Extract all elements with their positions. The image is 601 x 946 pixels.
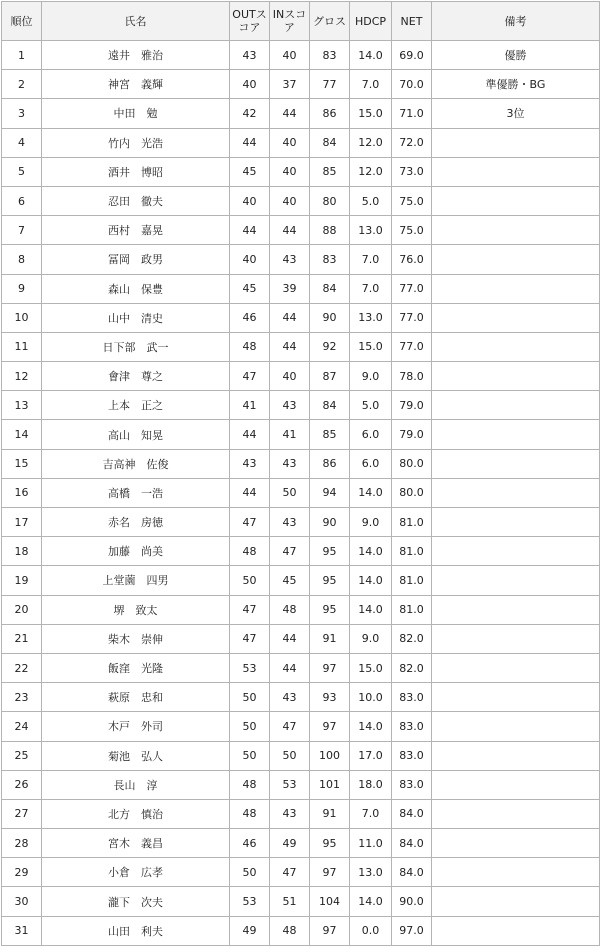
table-row: [2, 245, 600, 274]
cell-net: 81.0: [392, 508, 432, 537]
cell-name: 萩原 忠和: [42, 683, 230, 712]
cell-name: 酒井 博昭: [42, 157, 230, 186]
cell-name: 宮木 義昌: [42, 829, 230, 858]
cell-rank: 11: [2, 332, 42, 361]
cell-out-score: 50: [230, 712, 270, 741]
cell-out-score: 47: [230, 362, 270, 391]
table-row: [2, 362, 600, 391]
cell-gross: 92: [310, 332, 350, 361]
cell-net: 76.0: [392, 245, 432, 274]
cell-net: 71.0: [392, 99, 432, 128]
cell-out-score: 47: [230, 595, 270, 624]
cell-net: 82.0: [392, 653, 432, 682]
cell-rank: 25: [2, 741, 42, 770]
table-row: [2, 70, 600, 99]
cell-in-score: 44: [270, 653, 310, 682]
cell-remarks: [432, 216, 600, 245]
header-in-score: INスコア: [270, 2, 310, 41]
cell-net: 75.0: [392, 216, 432, 245]
cell-rank: 20: [2, 595, 42, 624]
header-hdcp: HDCP: [350, 2, 392, 41]
cell-net: 79.0: [392, 420, 432, 449]
cell-hdcp: 12.0: [350, 128, 392, 157]
cell-gross: 97: [310, 916, 350, 945]
cell-rank: 30: [2, 887, 42, 916]
cell-net: 77.0: [392, 332, 432, 361]
cell-out-score: 40: [230, 186, 270, 215]
table-row: [2, 508, 600, 537]
cell-remarks: [432, 595, 600, 624]
table-row: [2, 216, 600, 245]
cell-out-score: 46: [230, 829, 270, 858]
cell-remarks: [432, 566, 600, 595]
cell-rank: 27: [2, 799, 42, 828]
cell-out-score: 40: [230, 245, 270, 274]
cell-rank: 14: [2, 420, 42, 449]
cell-rank: 29: [2, 858, 42, 887]
cell-rank: 31: [2, 916, 42, 945]
cell-in-score: 39: [270, 274, 310, 303]
cell-net: 79.0: [392, 391, 432, 420]
cell-out-score: 44: [230, 128, 270, 157]
cell-remarks: [432, 303, 600, 332]
cell-in-score: 43: [270, 799, 310, 828]
cell-rank: 2: [2, 70, 42, 99]
cell-name: 菊池 弘人: [42, 741, 230, 770]
cell-gross: 83: [310, 41, 350, 70]
cell-gross: 95: [310, 595, 350, 624]
cell-gross: 97: [310, 858, 350, 887]
cell-out-score: 45: [230, 157, 270, 186]
cell-gross: 95: [310, 537, 350, 566]
cell-remarks: [432, 420, 600, 449]
cell-hdcp: 13.0: [350, 858, 392, 887]
table-row: [2, 391, 600, 420]
cell-hdcp: 7.0: [350, 274, 392, 303]
header-gross: グロス: [310, 2, 350, 41]
cell-gross: 86: [310, 449, 350, 478]
cell-name: 高橋 一浩: [42, 478, 230, 507]
table-body: [2, 41, 600, 946]
cell-out-score: 44: [230, 420, 270, 449]
cell-remarks: [432, 624, 600, 653]
cell-hdcp: 14.0: [350, 712, 392, 741]
cell-net: 84.0: [392, 829, 432, 858]
cell-in-score: 40: [270, 186, 310, 215]
cell-net: 77.0: [392, 303, 432, 332]
cell-hdcp: 11.0: [350, 829, 392, 858]
table-row: [2, 99, 600, 128]
cell-in-score: 47: [270, 712, 310, 741]
cell-remarks: [432, 712, 600, 741]
cell-remarks: [432, 245, 600, 274]
cell-gross: 85: [310, 420, 350, 449]
cell-hdcp: 14.0: [350, 887, 392, 916]
cell-rank: 19: [2, 566, 42, 595]
cell-out-score: 43: [230, 449, 270, 478]
table-row: [2, 741, 600, 770]
cell-gross: 100: [310, 741, 350, 770]
cell-rank: 21: [2, 624, 42, 653]
cell-net: 81.0: [392, 595, 432, 624]
cell-hdcp: 6.0: [350, 420, 392, 449]
table-row: [2, 566, 600, 595]
cell-gross: 90: [310, 508, 350, 537]
cell-hdcp: 13.0: [350, 216, 392, 245]
cell-net: 73.0: [392, 157, 432, 186]
cell-hdcp: 5.0: [350, 391, 392, 420]
cell-name: 加藤 尚美: [42, 537, 230, 566]
cell-hdcp: 14.0: [350, 41, 392, 70]
cell-name: 飯窪 光隆: [42, 653, 230, 682]
cell-in-score: 41: [270, 420, 310, 449]
table-row: [2, 332, 600, 361]
cell-in-score: 45: [270, 566, 310, 595]
cell-name: 遠井 雅治: [42, 41, 230, 70]
cell-in-score: 53: [270, 770, 310, 799]
cell-rank: 15: [2, 449, 42, 478]
cell-in-score: 44: [270, 303, 310, 332]
cell-out-score: 53: [230, 887, 270, 916]
table-row: [2, 799, 600, 828]
cell-in-score: 49: [270, 829, 310, 858]
cell-remarks: [432, 157, 600, 186]
cell-in-score: 40: [270, 362, 310, 391]
cell-remarks: [432, 332, 600, 361]
cell-hdcp: 7.0: [350, 245, 392, 274]
cell-name: 神宮 義輝: [42, 70, 230, 99]
cell-net: 80.0: [392, 449, 432, 478]
cell-rank: 1: [2, 41, 42, 70]
cell-gross: 80: [310, 186, 350, 215]
cell-name: 忍田 徹夫: [42, 186, 230, 215]
cell-hdcp: 14.0: [350, 595, 392, 624]
cell-rank: 3: [2, 99, 42, 128]
cell-remarks: [432, 128, 600, 157]
cell-net: 77.0: [392, 274, 432, 303]
cell-out-score: 50: [230, 566, 270, 595]
table-row: [2, 478, 600, 507]
cell-gross: 83: [310, 245, 350, 274]
table-row: [2, 887, 600, 916]
cell-hdcp: 7.0: [350, 70, 392, 99]
cell-gross: 91: [310, 799, 350, 828]
cell-rank: 28: [2, 829, 42, 858]
cell-out-score: 48: [230, 332, 270, 361]
cell-gross: 84: [310, 274, 350, 303]
cell-in-score: 43: [270, 391, 310, 420]
cell-remarks: 準優勝・BG: [432, 70, 600, 99]
cell-in-score: 48: [270, 916, 310, 945]
cell-gross: 91: [310, 624, 350, 653]
cell-hdcp: 15.0: [350, 332, 392, 361]
cell-name: 竹内 光浩: [42, 128, 230, 157]
header-name: 氏名: [42, 2, 230, 41]
cell-gross: 93: [310, 683, 350, 712]
cell-remarks: [432, 683, 600, 712]
cell-hdcp: 18.0: [350, 770, 392, 799]
cell-in-score: 43: [270, 245, 310, 274]
table-row: [2, 449, 600, 478]
cell-net: 69.0: [392, 41, 432, 70]
cell-net: 83.0: [392, 683, 432, 712]
table-row: [2, 274, 600, 303]
cell-hdcp: 5.0: [350, 186, 392, 215]
header-net: NET: [392, 2, 432, 41]
cell-net: 83.0: [392, 712, 432, 741]
header-rank: 順位: [2, 2, 42, 41]
cell-in-score: 43: [270, 508, 310, 537]
cell-name: 山田 利夫: [42, 916, 230, 945]
cell-out-score: 45: [230, 274, 270, 303]
cell-gross: 85: [310, 157, 350, 186]
cell-net: 82.0: [392, 624, 432, 653]
cell-rank: 12: [2, 362, 42, 391]
cell-gross: 104: [310, 887, 350, 916]
cell-remarks: [432, 799, 600, 828]
results-table: [1, 1, 600, 946]
cell-hdcp: 10.0: [350, 683, 392, 712]
cell-in-score: 40: [270, 128, 310, 157]
cell-name: 赤名 房徳: [42, 508, 230, 537]
cell-gross: 87: [310, 362, 350, 391]
cell-remarks: [432, 362, 600, 391]
cell-in-score: 44: [270, 624, 310, 653]
cell-rank: 8: [2, 245, 42, 274]
cell-remarks: [432, 741, 600, 770]
cell-net: 81.0: [392, 566, 432, 595]
header-remarks: 備考: [432, 2, 600, 41]
cell-name: 長山 淳: [42, 770, 230, 799]
cell-rank: 22: [2, 653, 42, 682]
cell-gross: 84: [310, 391, 350, 420]
cell-remarks: [432, 770, 600, 799]
cell-gross: 86: [310, 99, 350, 128]
cell-rank: 9: [2, 274, 42, 303]
cell-in-score: 44: [270, 332, 310, 361]
cell-in-score: 50: [270, 478, 310, 507]
cell-rank: 18: [2, 537, 42, 566]
cell-name: 柴木 崇伸: [42, 624, 230, 653]
cell-in-score: 37: [270, 70, 310, 99]
table-row: [2, 829, 600, 858]
cell-hdcp: 0.0: [350, 916, 392, 945]
cell-hdcp: 6.0: [350, 449, 392, 478]
cell-gross: 97: [310, 712, 350, 741]
cell-in-score: 48: [270, 595, 310, 624]
cell-net: 70.0: [392, 70, 432, 99]
cell-net: 72.0: [392, 128, 432, 157]
cell-hdcp: 15.0: [350, 99, 392, 128]
cell-gross: 95: [310, 566, 350, 595]
cell-name: 日下部 武一: [42, 332, 230, 361]
cell-rank: 17: [2, 508, 42, 537]
cell-remarks: [432, 829, 600, 858]
cell-rank: 16: [2, 478, 42, 507]
cell-name: 西村 嘉晃: [42, 216, 230, 245]
cell-rank: 5: [2, 157, 42, 186]
cell-name: 高山 知晃: [42, 420, 230, 449]
header-row: [2, 2, 600, 41]
table-header: [2, 2, 600, 41]
cell-rank: 4: [2, 128, 42, 157]
table-row: [2, 653, 600, 682]
cell-out-score: 49: [230, 916, 270, 945]
cell-net: 75.0: [392, 186, 432, 215]
cell-name: 木戸 外司: [42, 712, 230, 741]
cell-rank: 10: [2, 303, 42, 332]
cell-net: 90.0: [392, 887, 432, 916]
cell-name: 山中 清史: [42, 303, 230, 332]
cell-name: 上堂薗 四男: [42, 566, 230, 595]
cell-remarks: [432, 858, 600, 887]
cell-in-score: 50: [270, 741, 310, 770]
cell-out-score: 48: [230, 799, 270, 828]
cell-out-score: 48: [230, 770, 270, 799]
cell-name: 會津 尊之: [42, 362, 230, 391]
cell-name: 堺 致太: [42, 595, 230, 624]
cell-net: 97.0: [392, 916, 432, 945]
cell-gross: 88: [310, 216, 350, 245]
cell-remarks: [432, 186, 600, 215]
cell-rank: 26: [2, 770, 42, 799]
cell-remarks: 優勝: [432, 41, 600, 70]
cell-remarks: [432, 478, 600, 507]
cell-rank: 24: [2, 712, 42, 741]
cell-gross: 77: [310, 70, 350, 99]
cell-out-score: 44: [230, 478, 270, 507]
table-row: [2, 41, 600, 70]
cell-out-score: 42: [230, 99, 270, 128]
cell-name: 北方 慎治: [42, 799, 230, 828]
cell-out-score: 50: [230, 741, 270, 770]
cell-out-score: 41: [230, 391, 270, 420]
cell-net: 80.0: [392, 478, 432, 507]
cell-out-score: 50: [230, 683, 270, 712]
cell-hdcp: 9.0: [350, 508, 392, 537]
cell-name: 小倉 広孝: [42, 858, 230, 887]
cell-rank: 23: [2, 683, 42, 712]
cell-rank: 7: [2, 216, 42, 245]
cell-in-score: 40: [270, 157, 310, 186]
cell-rank: 6: [2, 186, 42, 215]
cell-name: 冨岡 政男: [42, 245, 230, 274]
cell-in-score: 44: [270, 99, 310, 128]
cell-remarks: [432, 537, 600, 566]
cell-net: 81.0: [392, 537, 432, 566]
header-out-score: OUTスコア: [230, 2, 270, 41]
cell-hdcp: 14.0: [350, 537, 392, 566]
cell-out-score: 53: [230, 653, 270, 682]
cell-out-score: 44: [230, 216, 270, 245]
cell-hdcp: 9.0: [350, 362, 392, 391]
table-row: [2, 624, 600, 653]
cell-hdcp: 15.0: [350, 653, 392, 682]
cell-remarks: [432, 274, 600, 303]
cell-gross: 90: [310, 303, 350, 332]
cell-hdcp: 14.0: [350, 566, 392, 595]
cell-hdcp: 14.0: [350, 478, 392, 507]
cell-hdcp: 17.0: [350, 741, 392, 770]
table-row: [2, 303, 600, 332]
cell-hdcp: 13.0: [350, 303, 392, 332]
table-row: [2, 128, 600, 157]
cell-in-score: 40: [270, 41, 310, 70]
cell-hdcp: 12.0: [350, 157, 392, 186]
cell-in-score: 47: [270, 858, 310, 887]
cell-in-score: 43: [270, 449, 310, 478]
cell-remarks: [432, 508, 600, 537]
cell-net: 84.0: [392, 858, 432, 887]
table-row: [2, 683, 600, 712]
cell-gross: 95: [310, 829, 350, 858]
table-row: [2, 712, 600, 741]
cell-name: 吉高神 佐俊: [42, 449, 230, 478]
cell-net: 78.0: [392, 362, 432, 391]
table-row: [2, 770, 600, 799]
cell-net: 83.0: [392, 770, 432, 799]
cell-out-score: 50: [230, 858, 270, 887]
table-row: [2, 186, 600, 215]
cell-gross: 94: [310, 478, 350, 507]
cell-out-score: 46: [230, 303, 270, 332]
cell-in-score: 44: [270, 216, 310, 245]
cell-name: 上本 正之: [42, 391, 230, 420]
cell-gross: 97: [310, 653, 350, 682]
table-row: [2, 537, 600, 566]
table-row: [2, 420, 600, 449]
table-row: [2, 858, 600, 887]
cell-out-score: 43: [230, 41, 270, 70]
table-row: [2, 595, 600, 624]
cell-out-score: 40: [230, 70, 270, 99]
cell-gross: 84: [310, 128, 350, 157]
cell-hdcp: 7.0: [350, 799, 392, 828]
table-row: [2, 157, 600, 186]
cell-remarks: [432, 449, 600, 478]
cell-out-score: 47: [230, 624, 270, 653]
cell-remarks: 3位: [432, 99, 600, 128]
cell-out-score: 47: [230, 508, 270, 537]
cell-net: 83.0: [392, 741, 432, 770]
cell-name: 中田 勉: [42, 99, 230, 128]
cell-remarks: [432, 887, 600, 916]
cell-name: 瀧下 次夫: [42, 887, 230, 916]
cell-gross: 101: [310, 770, 350, 799]
cell-remarks: [432, 391, 600, 420]
cell-in-score: 47: [270, 537, 310, 566]
cell-remarks: [432, 653, 600, 682]
cell-out-score: 48: [230, 537, 270, 566]
cell-rank: 13: [2, 391, 42, 420]
cell-net: 84.0: [392, 799, 432, 828]
cell-in-score: 51: [270, 887, 310, 916]
cell-name: 森山 保豊: [42, 274, 230, 303]
cell-hdcp: 9.0: [350, 624, 392, 653]
cell-in-score: 43: [270, 683, 310, 712]
